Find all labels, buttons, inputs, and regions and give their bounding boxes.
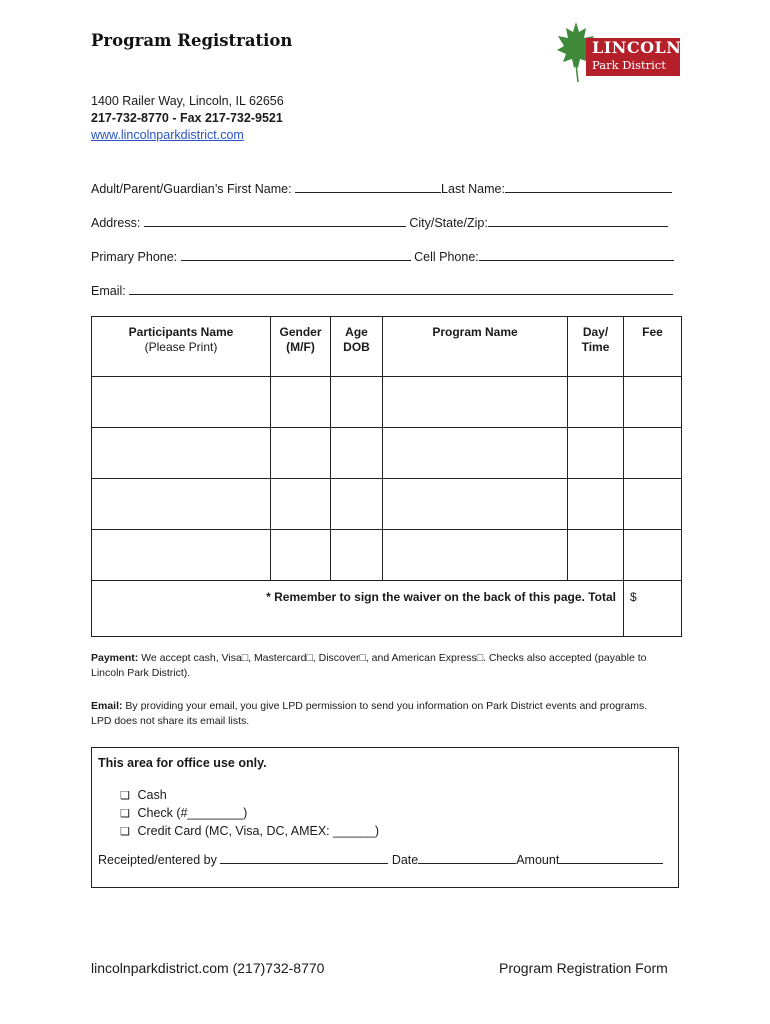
col-age-dob: Age DOB — [331, 317, 383, 377]
total-field[interactable]: $ — [624, 581, 682, 637]
primary-phone-label: Primary Phone: — [91, 250, 178, 264]
table-cell[interactable] — [271, 479, 331, 530]
payment-method-options — [120, 787, 379, 841]
col-day-time: Day/ Time — [568, 317, 624, 377]
table-cell[interactable] — [624, 377, 682, 428]
email-note — [91, 699, 651, 729]
checkbox-icon[interactable]: ❑ — [120, 790, 130, 802]
table-cell[interactable] — [331, 479, 383, 530]
option-credit-card[interactable]: ❑ Credit Card (MC, Visa, DC, AMEX: ______) — [120, 823, 379, 841]
option-check[interactable]: ❑ Check (#________) — [120, 805, 379, 823]
table-cell[interactable] — [271, 530, 331, 581]
last-name-field[interactable] — [505, 180, 672, 193]
date-label: Date — [391, 853, 419, 867]
footer-form-name: Program Registration Form — [499, 960, 668, 976]
option-cash[interactable]: ❑ Cash — [120, 787, 379, 805]
col-gender: Gender (M/F) — [271, 317, 331, 377]
address-field[interactable] — [144, 214, 406, 227]
receipt-field[interactable] — [220, 851, 388, 864]
table-cell[interactable] — [383, 428, 568, 479]
cell-phone-label: Cell Phone: — [414, 250, 479, 264]
total-row — [92, 581, 682, 637]
city-label: City/State/Zip: — [409, 216, 488, 230]
table-cell[interactable] — [568, 530, 624, 581]
email-field[interactable] — [129, 282, 673, 295]
receipt-row — [98, 851, 663, 867]
table-cell[interactable] — [331, 377, 383, 428]
office-use-header: This area for office use only. — [98, 756, 267, 770]
table-cell[interactable] — [92, 479, 271, 530]
date-field[interactable] — [418, 851, 516, 864]
payment-note — [91, 651, 651, 681]
email-label: Email: — [91, 284, 126, 298]
phone-fax: 217-732-8770 - Fax 217-732-9521 — [91, 111, 283, 125]
waiver-note: * Remember to sign the waiver on the back of this page. Total — [92, 581, 624, 637]
table-row — [92, 530, 682, 581]
table-cell[interactable] — [331, 530, 383, 581]
table-cell[interactable] — [624, 530, 682, 581]
table-cell[interactable] — [92, 530, 271, 581]
last-name-label: Last Name: — [441, 182, 505, 196]
checkbox-icon[interactable]: ❑ — [120, 826, 130, 838]
page-title: Program Registration — [91, 31, 293, 50]
table-header-row — [92, 317, 682, 377]
table-cell[interactable] — [92, 377, 271, 428]
participants-table — [91, 316, 682, 637]
table-cell[interactable] — [92, 428, 271, 479]
guardian-name-row — [91, 180, 672, 196]
table-cell[interactable] — [383, 377, 568, 428]
website-link[interactable]: www.lincolnparkdistrict.com — [91, 128, 244, 142]
col-program-name: Program Name — [383, 317, 568, 377]
street-address: 1400 Railer Way, Lincoln, IL 62656 — [91, 94, 284, 108]
primary-phone-field[interactable] — [181, 248, 411, 261]
email-note-text: By providing your email, you give LPD permission to send you information on Park District events and programs. LPD does not share its email lists. — [91, 700, 648, 727]
office-use-box — [91, 747, 679, 888]
receipt-label: Receipted/entered by — [98, 853, 217, 867]
table-cell[interactable] — [331, 428, 383, 479]
payment-text: We accept cash, Visa□, Mastercard□, Discover□, and American Express□. Checks also accepted (payable to Lincoln Park District). — [91, 652, 647, 679]
footer-contact: lincolnparkdistrict.com (217)732-8770 — [91, 960, 325, 976]
phone-row — [91, 248, 674, 264]
table-cell[interactable] — [271, 377, 331, 428]
table-cell[interactable] — [568, 428, 624, 479]
col-participants-name: Participants Name (Please Print) — [92, 317, 271, 377]
table-cell[interactable] — [383, 479, 568, 530]
table-cell[interactable] — [568, 479, 624, 530]
amount-field[interactable] — [559, 851, 663, 864]
payment-label: Payment: — [91, 652, 139, 664]
address-row — [91, 214, 668, 230]
checkbox-icon[interactable]: ❑ — [120, 808, 130, 820]
logo-line-2: Park District — [592, 58, 666, 72]
table-row — [92, 428, 682, 479]
first-name-label: Adult/Parent/Guardian’s First Name: — [91, 182, 292, 196]
table-cell[interactable] — [568, 377, 624, 428]
col-fee: Fee — [624, 317, 682, 377]
city-field[interactable] — [488, 214, 668, 227]
table-cell[interactable] — [624, 428, 682, 479]
address-label: Address: — [91, 216, 141, 230]
table-row — [92, 479, 682, 530]
table-row — [92, 377, 682, 428]
email-note-label: Email: — [91, 700, 123, 712]
park-district-logo — [556, 20, 682, 84]
logo-line-1: LINCOLN — [592, 38, 682, 57]
address-block — [91, 93, 284, 144]
table-cell[interactable] — [383, 530, 568, 581]
amount-label: Amount — [516, 853, 560, 867]
table-cell[interactable] — [624, 479, 682, 530]
first-name-field[interactable] — [295, 180, 441, 193]
cell-phone-field[interactable] — [479, 248, 674, 261]
table-cell[interactable] — [271, 428, 331, 479]
email-row — [91, 282, 673, 298]
